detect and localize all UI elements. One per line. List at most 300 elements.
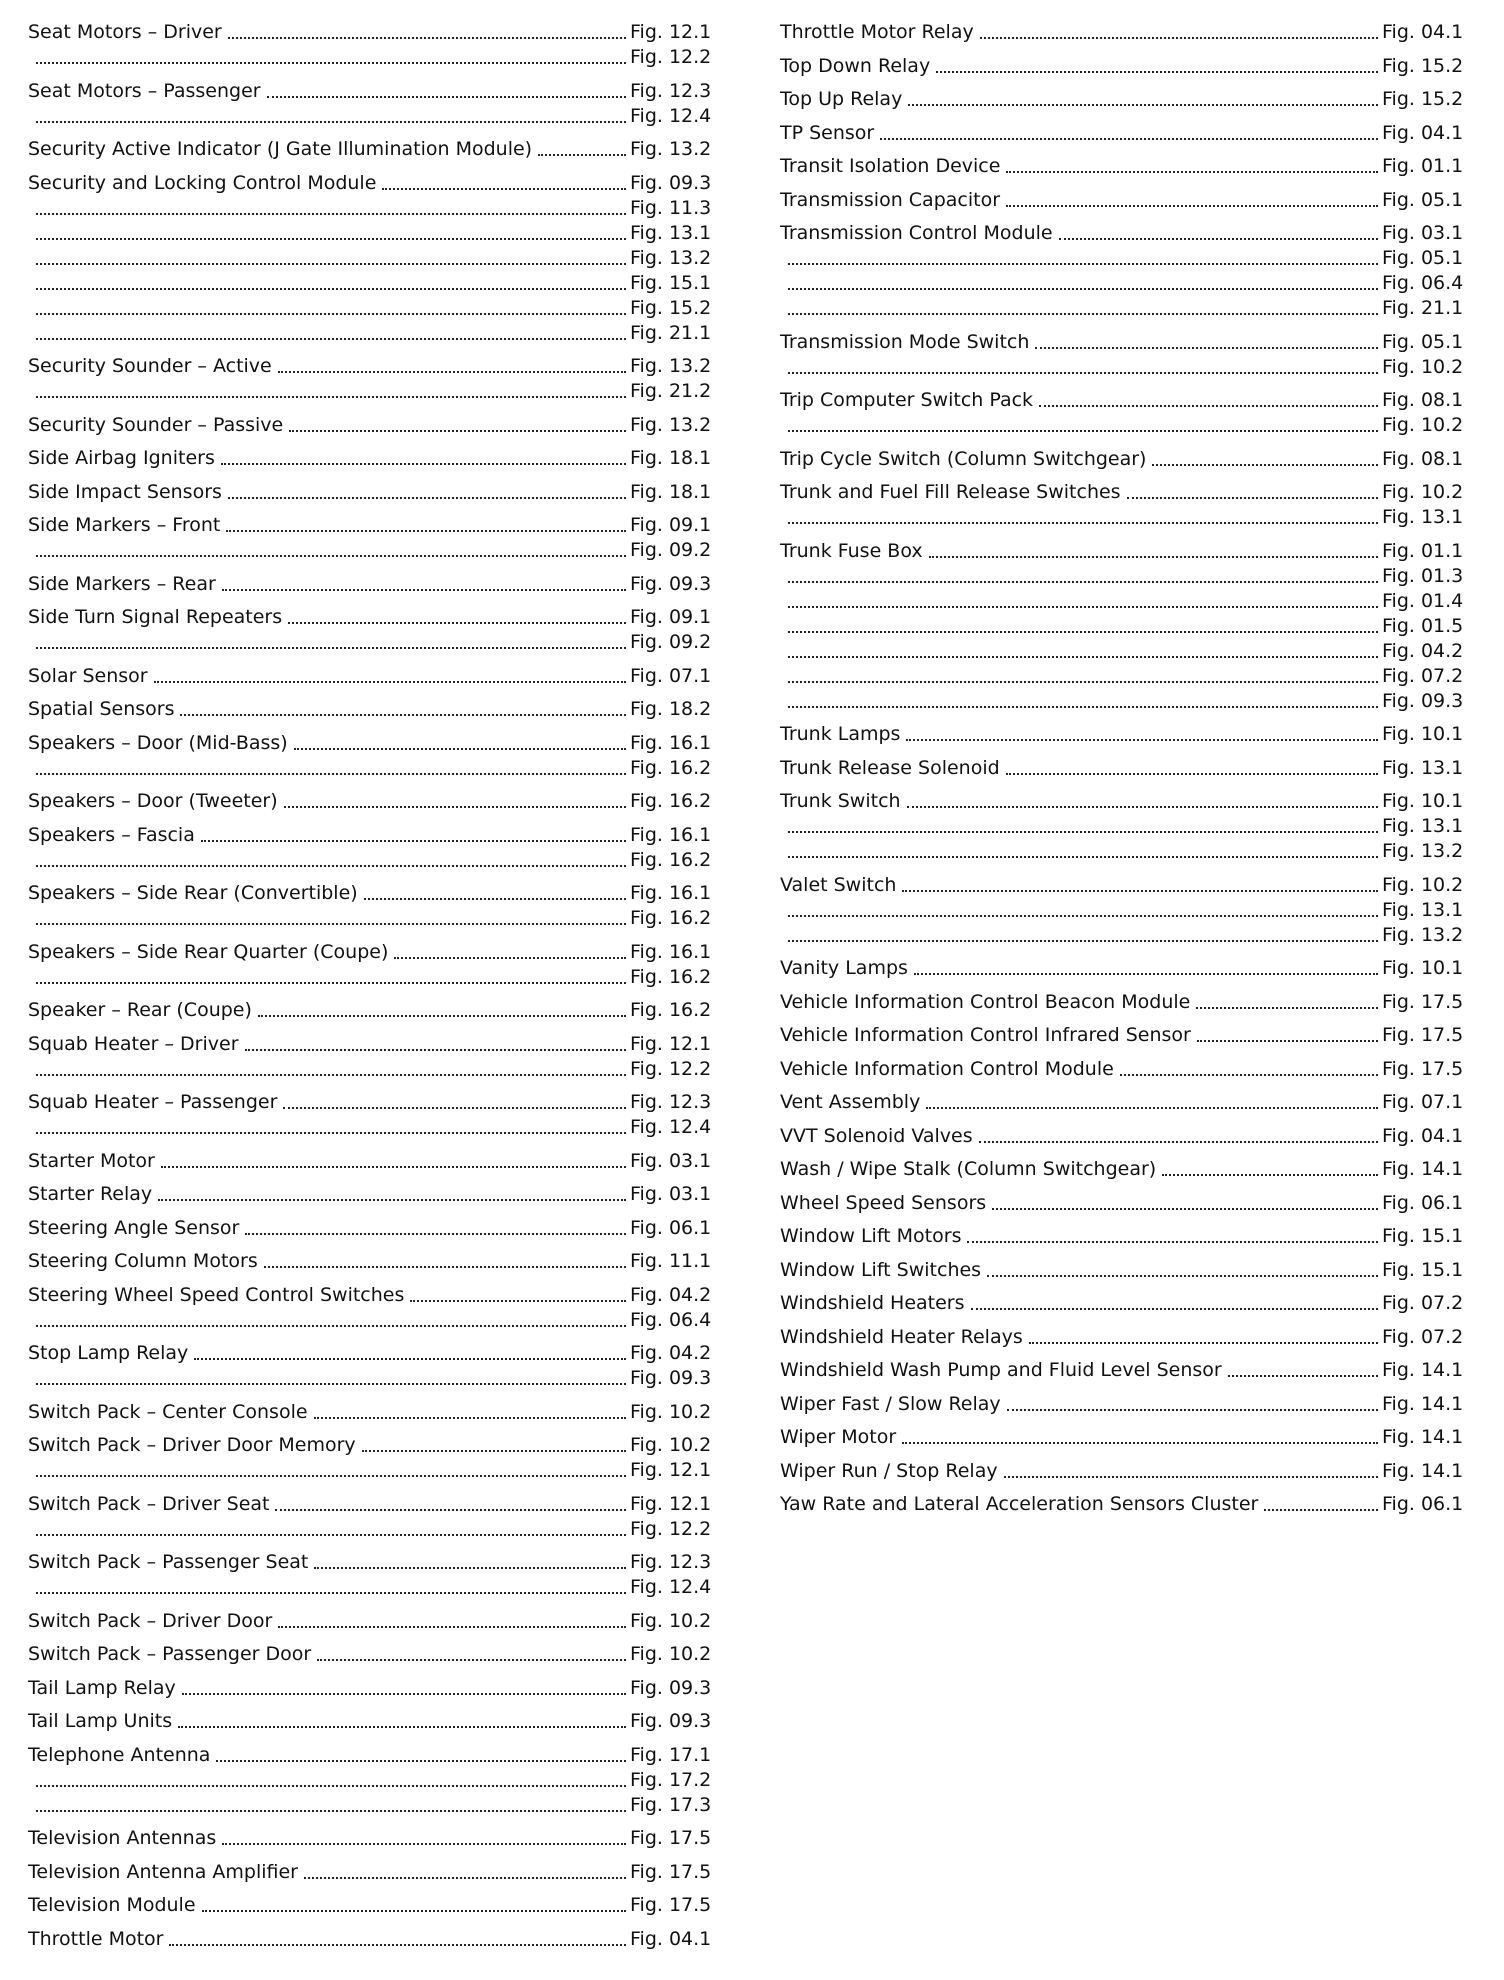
- dot-leader: [1196, 1007, 1378, 1009]
- figure-reference: Fig. 17.5: [630, 1827, 712, 1849]
- index-entry-line: [28, 1609, 714, 1634]
- dot-leader: [1029, 1342, 1378, 1344]
- component-name: Television Antenna Amplifier: [28, 1860, 298, 1883]
- dot-leader: [289, 430, 626, 432]
- index-entry: [28, 1433, 714, 1483]
- index-entry-line: [780, 221, 1466, 246]
- index-entry-continuation: [780, 639, 1466, 664]
- figure-reference: Fig. 07.1: [1382, 1091, 1464, 1113]
- component-name: Switch Pack – Passenger Door: [28, 1643, 312, 1665]
- figure-reference: Fig. 21.2: [630, 380, 712, 402]
- index-entry-continuation: [28, 1517, 714, 1542]
- index-entry-line: [28, 998, 714, 1023]
- index-entry: [28, 1826, 714, 1851]
- index-entry-line: [780, 388, 1466, 413]
- figure-reference: Fig. 17.3: [630, 1793, 712, 1816]
- index-entry: [780, 1459, 1466, 1484]
- component-name: Wiper Run / Stop Relay: [780, 1459, 998, 1482]
- index-entry-line: [780, 480, 1466, 505]
- dot-leader: [314, 1417, 626, 1419]
- component-name: Solar Sensor: [28, 664, 148, 687]
- component-name: Trip Cycle Switch (Column Switchgear): [780, 447, 1147, 470]
- index-entry-line: [780, 1124, 1466, 1149]
- dot-leader: [1228, 1375, 1378, 1377]
- component-name: Vanity Lamps: [780, 957, 908, 979]
- index-entry-line: [780, 1392, 1466, 1417]
- dot-leader: [929, 556, 1378, 558]
- component-name: Trunk and Fuel Fill Release Switches: [780, 481, 1121, 503]
- dot-leader: [178, 1726, 626, 1728]
- figure-reference: Fig. 09.2: [630, 631, 712, 653]
- figure-reference: Fig. 15.1: [630, 271, 712, 294]
- index-entry-line: [780, 154, 1466, 179]
- index-entry-continuation: [28, 756, 714, 781]
- figure-reference: Fig. 12.1: [630, 1492, 712, 1515]
- component-name: Vehicle Information Control Beacon Module: [780, 990, 1191, 1013]
- index-entry-continuation: [28, 45, 714, 70]
- figure-reference: Fig. 12.3: [630, 1091, 712, 1113]
- dot-leader: [36, 263, 626, 265]
- component-name: Security Active Indicator (J Gate Illumination Module): [28, 138, 533, 160]
- index-entry-continuation: [780, 898, 1466, 923]
- figure-reference: Fig. 09.3: [630, 1367, 712, 1389]
- index-entry-line: [28, 79, 714, 104]
- index-entry-continuation: [780, 923, 1466, 948]
- index-entry: [28, 697, 714, 722]
- figure-reference: Fig. 13.2: [630, 413, 712, 436]
- component-name: Speakers – Side Rear Quarter (Coupe): [28, 940, 389, 963]
- component-name: Television Antennas: [28, 1827, 217, 1849]
- dot-leader: [222, 589, 626, 591]
- figure-reference: Fig. 10.2: [630, 1400, 712, 1423]
- figure-reference: Fig. 17.5: [630, 1894, 712, 1916]
- index-entry-line: [780, 1157, 1466, 1182]
- figure-reference: Fig. 13.2: [630, 246, 712, 269]
- component-name: Wash / Wipe Stalk (Column Switchgear): [780, 1158, 1157, 1180]
- component-name: Seat Motors – Passenger: [28, 79, 261, 102]
- index-entry: [780, 87, 1466, 112]
- index-entry: [28, 1492, 714, 1542]
- component-name: Side Impact Sensors: [28, 480, 222, 503]
- index-entry-line: [780, 1057, 1466, 1082]
- index-entry: [28, 1283, 714, 1333]
- index-entry: [780, 1258, 1466, 1283]
- dot-leader: [221, 463, 626, 465]
- component-name: Speakers – Fascia: [28, 823, 195, 846]
- component-name: Security and Locking Control Module: [28, 171, 377, 194]
- dot-leader: [908, 104, 1378, 106]
- index-entry-line: [28, 940, 714, 965]
- dot-leader: [216, 1760, 626, 1762]
- index-entry-line: [780, 1224, 1466, 1249]
- figure-reference: Fig. 04.1: [1382, 1124, 1464, 1147]
- index-entry-continuation: [28, 246, 714, 271]
- index-entry: [780, 388, 1466, 438]
- dot-leader: [906, 739, 1378, 741]
- index-entry-line: [780, 756, 1466, 781]
- figure-reference: Fig. 17.2: [630, 1768, 712, 1791]
- index-entry-line: [28, 1032, 714, 1057]
- index-entry-continuation: [28, 221, 714, 246]
- dot-leader: [936, 71, 1378, 73]
- dot-leader: [788, 915, 1378, 917]
- figure-reference: Fig. 09.3: [630, 171, 712, 194]
- component-name: Transmission Mode Switch: [780, 330, 1030, 353]
- figure-reference: Fig. 10.2: [630, 1609, 712, 1632]
- dot-leader: [36, 238, 626, 240]
- figure-reference: Fig. 07.2: [1382, 664, 1464, 687]
- figure-reference: Fig. 03.1: [630, 1183, 712, 1205]
- index-entry: [28, 1609, 714, 1634]
- figure-reference: Fig. 06.1: [630, 1216, 712, 1239]
- index-entry-line: [28, 1249, 714, 1274]
- index-entry: [28, 513, 714, 563]
- component-name: Trunk Fuse Box: [780, 539, 923, 562]
- index-entry: [780, 1392, 1466, 1417]
- dot-leader: [1035, 347, 1378, 349]
- figure-reference: Fig. 10.2: [1382, 355, 1464, 378]
- index-entry: [780, 1325, 1466, 1350]
- index-entry-line: [28, 697, 714, 722]
- dot-leader: [284, 806, 626, 808]
- index-entry: [28, 998, 714, 1023]
- index-entry: [780, 330, 1466, 380]
- component-name: Tail Lamp Relay: [28, 1676, 176, 1699]
- dot-leader: [902, 890, 1378, 892]
- dot-leader: [1006, 171, 1378, 173]
- figure-reference: Fig. 12.1: [630, 21, 712, 43]
- component-name: Window Lift Switches: [780, 1258, 982, 1281]
- dot-leader: [202, 1910, 626, 1912]
- index-entry-continuation: [28, 538, 714, 563]
- dot-leader: [1006, 205, 1378, 207]
- index-entry: [780, 54, 1466, 79]
- component-name: Transmission Control Module: [780, 222, 1053, 244]
- figure-reference: Fig. 06.1: [1382, 1493, 1464, 1515]
- index-entry-line: [28, 605, 714, 630]
- figure-reference: Fig. 06.1: [1382, 1191, 1464, 1214]
- figure-reference: Fig. 12.4: [630, 1116, 712, 1138]
- component-name: Telephone Antenna: [28, 1743, 211, 1766]
- figure-reference: Fig. 08.1: [1382, 389, 1464, 411]
- figure-reference: Fig. 03.1: [630, 1149, 712, 1172]
- figure-reference: Fig. 13.2: [1382, 840, 1464, 862]
- component-name: Window Lift Motors: [780, 1225, 962, 1247]
- figure-reference: Fig. 04.1: [1382, 121, 1464, 144]
- component-name: Speakers – Door (Mid-Bass): [28, 731, 288, 754]
- dot-leader: [245, 1049, 626, 1051]
- component-name: Throttle Motor Relay: [780, 21, 974, 43]
- dot-leader: [304, 1877, 626, 1879]
- index-entry: [28, 1550, 714, 1600]
- index-entry: [28, 731, 714, 781]
- index-entry-line: [780, 20, 1466, 45]
- figure-reference: Fig. 14.1: [1382, 1459, 1464, 1482]
- index-entry-line: [780, 1258, 1466, 1283]
- index-entry: [780, 956, 1466, 981]
- component-name: Steering Angle Sensor: [28, 1216, 240, 1239]
- index-entry: [780, 1224, 1466, 1249]
- index-entry: [28, 1149, 714, 1174]
- component-name: Steering Wheel Speed Control Switches: [28, 1283, 405, 1306]
- dot-leader: [364, 898, 626, 900]
- figure-reference: Fig. 12.4: [630, 1576, 712, 1598]
- figure-reference: Fig. 15.1: [1382, 1225, 1464, 1247]
- dot-leader: [788, 522, 1378, 524]
- dot-leader: [226, 530, 626, 532]
- dot-leader: [788, 606, 1378, 608]
- index-entry-line: [780, 1291, 1466, 1316]
- index-entry-continuation: [28, 965, 714, 990]
- index-entry: [780, 20, 1466, 45]
- dot-leader: [788, 856, 1378, 858]
- index-entry: [780, 1358, 1466, 1383]
- dot-leader: [228, 37, 626, 39]
- index-entry-line: [28, 572, 714, 597]
- index-entry-line: [780, 1325, 1466, 1350]
- dot-leader: [36, 338, 626, 340]
- index-entry-continuation: [780, 589, 1466, 614]
- component-name: Spatial Sensors: [28, 698, 175, 720]
- index-entry-line: [780, 87, 1466, 112]
- figure-reference: Fig. 16.2: [630, 848, 712, 871]
- dot-leader: [1004, 1476, 1378, 1478]
- dot-leader: [228, 497, 626, 499]
- dot-leader: [1127, 497, 1378, 499]
- dot-leader: [788, 681, 1378, 683]
- index-entry-continuation: [780, 505, 1466, 530]
- dot-leader: [154, 681, 626, 683]
- figure-reference: Fig. 10.2: [1382, 414, 1464, 436]
- index-entry-line: [28, 1216, 714, 1241]
- index-entry-continuation: [28, 1057, 714, 1082]
- figure-reference: Fig. 16.2: [630, 907, 712, 929]
- component-name: Windshield Heater Relays: [780, 1325, 1023, 1348]
- figure-reference: Fig. 16.2: [630, 999, 712, 1021]
- figure-reference: Fig. 05.1: [1382, 188, 1464, 211]
- figure-reference: Fig. 05.1: [1382, 330, 1464, 353]
- component-name: Top Down Relay: [780, 54, 931, 77]
- dot-leader: [264, 1266, 626, 1268]
- index-entry-continuation: [780, 246, 1466, 271]
- index-entry-line: [28, 137, 714, 162]
- index-entry: [28, 1341, 714, 1391]
- index-entry: [780, 1291, 1466, 1316]
- figure-reference: Fig. 16.2: [630, 790, 712, 812]
- component-name: Switch Pack – Driver Seat: [28, 1492, 270, 1515]
- index-entry: [780, 539, 1466, 714]
- component-name: Windshield Heaters: [780, 1292, 965, 1314]
- component-name: TP Sensor: [780, 121, 875, 144]
- figure-reference: Fig. 17.1: [630, 1743, 712, 1766]
- component-name: Side Markers – Front: [28, 514, 221, 536]
- index-entry: [28, 79, 714, 129]
- index-entry: [28, 1032, 714, 1082]
- dot-leader: [979, 1141, 1378, 1143]
- index-entry-line: [28, 1149, 714, 1174]
- index-entry-line: [28, 664, 714, 689]
- index-entry-line: [28, 1709, 714, 1734]
- index-entry-line: [780, 447, 1466, 472]
- figure-reference: Fig. 09.3: [630, 1710, 712, 1732]
- figure-reference: Fig. 12.2: [630, 46, 712, 68]
- figure-reference: Fig. 13.2: [1382, 923, 1464, 946]
- index-entry: [28, 1249, 714, 1274]
- component-name: Starter Relay: [28, 1183, 153, 1205]
- dot-leader: [1152, 464, 1378, 466]
- index-entry: [780, 789, 1466, 864]
- figure-reference: Fig. 14.1: [1382, 1426, 1464, 1448]
- dot-leader: [36, 1475, 626, 1477]
- index-entry: [780, 873, 1466, 948]
- dot-leader: [36, 923, 626, 925]
- component-name: Throttle Motor: [28, 1927, 164, 1950]
- component-name: Transit Isolation Device: [780, 155, 1001, 177]
- index-entry-line: [780, 1425, 1466, 1450]
- index-entry: [780, 756, 1466, 781]
- index-entry: [28, 789, 714, 814]
- index-entry-line: [28, 513, 714, 538]
- dot-leader: [222, 1843, 626, 1845]
- dot-leader: [36, 1325, 626, 1327]
- index-entry: [28, 1400, 714, 1425]
- figure-reference: Fig. 04.2: [1382, 639, 1464, 662]
- figure-reference: Fig. 04.1: [630, 1927, 712, 1950]
- index-entry-line: [28, 1893, 714, 1918]
- dot-leader: [36, 555, 626, 557]
- index-entry: [780, 1425, 1466, 1450]
- figure-reference: Fig. 16.1: [630, 823, 712, 846]
- figure-reference: Fig. 13.1: [1382, 898, 1464, 921]
- index-entry: [780, 1157, 1466, 1182]
- index-entry: [28, 20, 714, 70]
- figure-reference: Fig. 16.1: [630, 731, 712, 754]
- dot-leader: [382, 188, 626, 190]
- figure-reference: Fig. 01.1: [1382, 539, 1464, 562]
- index-entry: [28, 1216, 714, 1241]
- component-name: Seat Motors – Driver: [28, 21, 222, 43]
- index-entry-continuation: [28, 1768, 714, 1793]
- dot-leader: [317, 1659, 626, 1661]
- index-entry: [780, 1023, 1466, 1048]
- index-entry-line: [780, 1492, 1466, 1517]
- index-entry-continuation: [28, 906, 714, 931]
- dot-leader: [992, 1208, 1378, 1210]
- index-entry-line: [780, 1023, 1466, 1048]
- dot-leader: [410, 1300, 626, 1302]
- figure-reference: Fig. 13.2: [630, 355, 712, 377]
- component-name: Side Turn Signal Repeaters: [28, 606, 283, 628]
- figure-reference: Fig. 15.1: [1382, 1258, 1464, 1281]
- dot-leader: [788, 631, 1378, 633]
- figure-reference: Fig. 10.2: [1382, 481, 1464, 503]
- dot-leader: [1264, 1509, 1378, 1511]
- figure-reference: Fig. 05.1: [1382, 247, 1464, 269]
- index-entry-line: [28, 881, 714, 906]
- index-entry-line: [28, 1090, 714, 1115]
- dot-leader: [288, 622, 626, 624]
- index-entry-line: [28, 1433, 714, 1458]
- figure-reference: Fig. 09.3: [630, 1676, 712, 1699]
- figure-reference: Fig. 21.1: [630, 321, 712, 344]
- component-name: Stop Lamp Relay: [28, 1342, 189, 1364]
- dot-leader: [394, 957, 626, 959]
- index-entry-line: [780, 1358, 1466, 1383]
- index-entry-line: [28, 413, 714, 438]
- component-name: Squab Heater – Passenger: [28, 1091, 278, 1113]
- index-entry: [28, 1090, 714, 1140]
- figure-reference: Fig. 06.4: [1382, 272, 1464, 294]
- index-entry-line: [28, 1860, 714, 1885]
- dot-leader: [36, 1132, 626, 1134]
- figure-reference: Fig. 17.5: [630, 1860, 712, 1883]
- dot-leader: [36, 213, 626, 215]
- dot-leader: [880, 138, 1378, 140]
- figure-reference: Fig. 15.2: [1382, 54, 1464, 77]
- component-name: Yaw Rate and Lateral Acceleration Sensors Cluster: [780, 1493, 1259, 1515]
- figure-reference: Fig. 10.1: [1382, 790, 1464, 812]
- figure-reference: Fig. 04.2: [630, 1283, 712, 1306]
- index-column-right: [780, 20, 1466, 1526]
- index-entry-line: [28, 354, 714, 379]
- dot-leader: [1120, 1074, 1378, 1076]
- dot-leader: [987, 1275, 1378, 1277]
- index-entry-line: [28, 789, 714, 814]
- dot-leader: [788, 313, 1378, 315]
- dot-leader: [278, 1626, 626, 1628]
- figure-reference: Fig. 13.1: [630, 221, 712, 244]
- dot-leader: [914, 973, 1378, 975]
- index-entry-line: [28, 1927, 714, 1952]
- figure-reference: Fig. 03.1: [1382, 222, 1464, 244]
- figure-reference: Fig. 14.1: [1382, 1359, 1464, 1381]
- figure-reference: Fig. 14.1: [1382, 1158, 1464, 1180]
- dot-leader: [1007, 1409, 1378, 1411]
- figure-reference: Fig. 10.2: [630, 1434, 712, 1456]
- index-entry: [28, 413, 714, 438]
- figure-reference: Fig. 09.3: [1382, 689, 1464, 712]
- dot-leader: [161, 1166, 626, 1168]
- index-entry-continuation: [28, 104, 714, 129]
- dot-leader: [180, 714, 626, 716]
- figure-reference: Fig. 11.1: [630, 1250, 712, 1272]
- figure-reference: Fig. 21.1: [1382, 297, 1464, 319]
- figure-reference: Fig. 17.5: [1382, 1024, 1464, 1046]
- index-entry-line: [780, 956, 1466, 981]
- index-entry: [780, 1090, 1466, 1115]
- index-entry: [780, 1124, 1466, 1149]
- component-name: Trunk Lamps: [780, 723, 901, 745]
- index-entry: [28, 354, 714, 404]
- figure-reference: Fig. 10.2: [1382, 873, 1464, 896]
- figure-reference: Fig. 16.1: [630, 940, 712, 963]
- component-name: Television Module: [28, 1894, 196, 1916]
- dot-leader: [788, 288, 1378, 290]
- figure-reference: Fig. 10.1: [1382, 723, 1464, 745]
- figure-reference: Fig. 12.4: [630, 104, 712, 127]
- index-entry: [28, 1860, 714, 1885]
- dot-leader: [283, 1107, 626, 1109]
- dot-leader: [258, 1015, 626, 1017]
- dot-leader: [36, 773, 626, 775]
- component-name: Switch Pack – Driver Door: [28, 1609, 273, 1632]
- dot-leader: [36, 1810, 626, 1812]
- index-entry: [28, 1642, 714, 1667]
- index-entry-line: [780, 121, 1466, 146]
- figure-reference: Fig. 04.2: [630, 1342, 712, 1364]
- index-entry-continuation: [28, 1366, 714, 1391]
- index-entry-line: [28, 1642, 714, 1667]
